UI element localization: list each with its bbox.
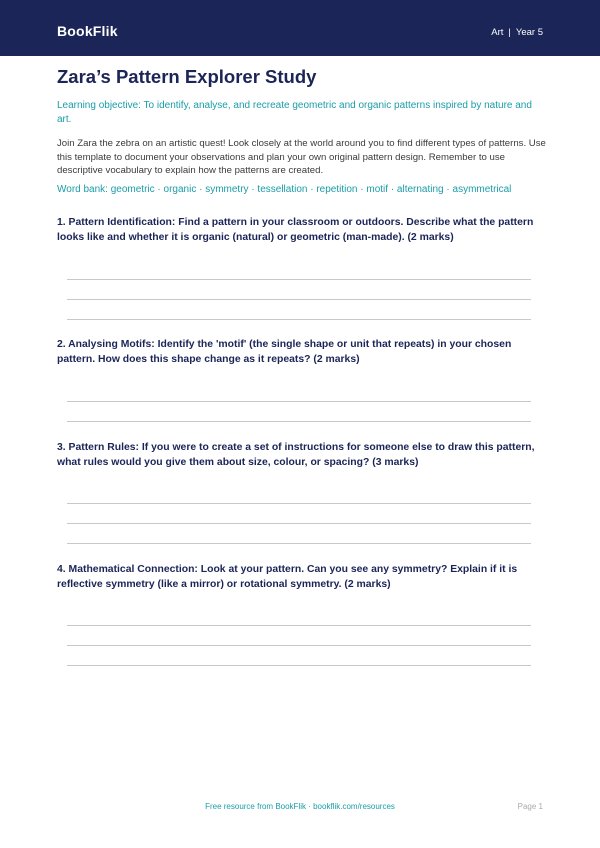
answer-line[interactable]	[67, 665, 531, 666]
answer-line[interactable]	[67, 319, 531, 320]
brand-logo-text: BookFlik	[57, 23, 118, 39]
word-bank: Word bank: geometric · organic · symmetry · tessellation · repetition · motif · alternating · asymmetrical	[57, 184, 512, 195]
question-3: 3. Pattern Rules: If you were to create a set of instructions for someone else to draw this pattern, what rules would you give them about size, colour, or spacing? (3 marks)	[57, 442, 535, 468]
answer-line[interactable]	[67, 645, 531, 646]
answer-line[interactable]	[67, 401, 531, 402]
answer-line[interactable]	[67, 299, 531, 300]
subject-year-label	[491, 27, 543, 38]
meta-separator: |	[508, 27, 511, 38]
answer-line[interactable]	[67, 279, 531, 280]
year-label: Year 5	[515, 27, 543, 38]
answer-line[interactable]	[67, 523, 531, 524]
learning-objective: Learning objective: To identify, analyse, and recreate geometric and organic patterns inspired by nature and art.	[57, 100, 532, 125]
answer-line[interactable]	[67, 625, 531, 626]
subject-label: Art	[491, 27, 504, 38]
footer-credit: Free resource from BookFlik · bookflik.com/resources	[205, 802, 395, 811]
page-number: Page 1	[517, 802, 543, 811]
answer-line[interactable]	[67, 503, 531, 504]
answer-line[interactable]	[67, 543, 531, 544]
answer-line[interactable]	[67, 421, 531, 422]
page-header	[0, 0, 600, 56]
intro-paragraph: Join Zara the zebra on an artistic quest! Look closely at the world around you to find different types of patterns. Use this template to document your observations and plan your own original pattern design. Remember to use descriptive vocabulary to explain how the patterns are created.	[57, 138, 546, 176]
question-2: 2. Analysing Motifs: Identify the 'motif' (the single shape or unit that repeats) in your chosen pattern. How does this shape change as it repeats? (2 marks)	[57, 339, 512, 365]
question-1: 1. Pattern Identification: Find a pattern in your classroom or outdoors. Describe what the pattern looks like and whether it is organic (natural) or geometric (man-made). (2 marks)	[57, 217, 534, 243]
worksheet-title: Zara’s Pattern Explorer Study	[57, 66, 317, 87]
question-4: 4. Mathematical Connection: Look at your pattern. Can you see any symmetry? Explain if it is reflective symmetry (like a mirror) or rotational symmetry. (2 marks)	[57, 564, 518, 590]
